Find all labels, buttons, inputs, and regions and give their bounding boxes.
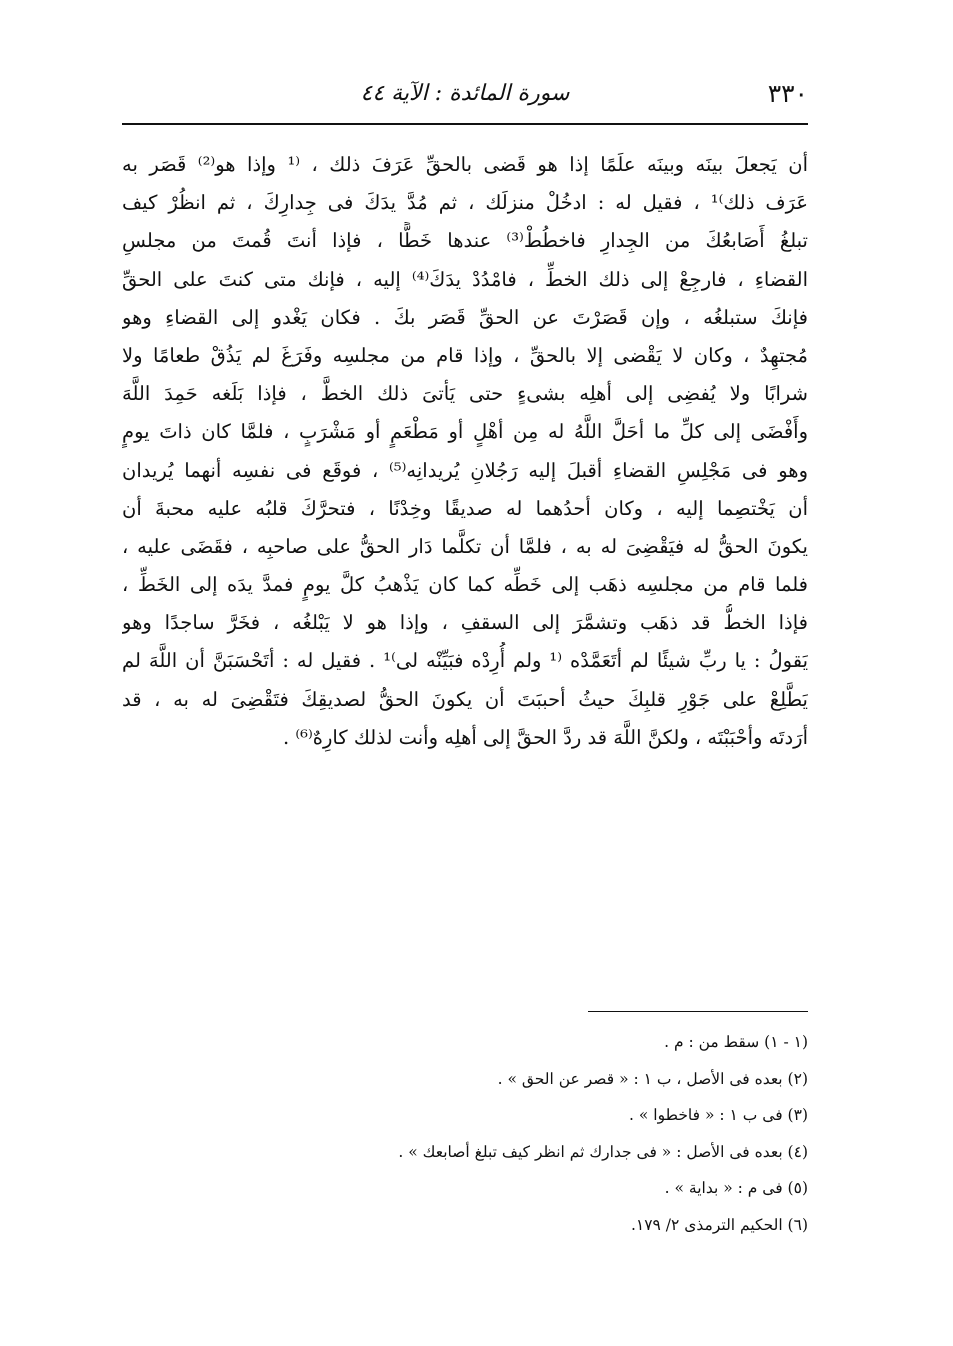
text-line: عَرَف ذلك⁾¹ ، فقيل له : ادخُلْ منزلَك ، ثم مُدَّ يدَكَ فى جِدارِكَ ، ثم انظُرْ كيف — [122, 191, 808, 215]
header-rule — [122, 123, 808, 125]
text-line: تبلغُ أَصَابعُكَ من الجِدارِ فاخطُطْ⁽³⁾ عندها خَطًّا ، فإذا أنتَ قُمتَ من مجلسِ — [122, 229, 808, 253]
text-line: أن يَخْتصِما إليه ، وكان أحدُهما له صديقًا وخِدْنًا ، فتحرَّكَ قلبُه عليه محبةَ أن — [122, 496, 808, 520]
text-line: شرابًا ولا يُفضِى إلى أهلِه بشىءٍ حتى يَأتىَ ذلك الخطَّ ، فإذا بَلَغه حَمِدَ اللَّهَ — [122, 382, 808, 406]
text-line: القضاءِ ، فارجِعْ إلى ذلك الخطِّ ، فامْدُدْ يدَكَ⁽⁴⁾ إليه ، فإنك متى كنتَ على الحقِّ — [122, 267, 808, 291]
main-text — [122, 146, 808, 757]
footnote: (٤) بعده فى الأصل : « فى جدارك ثم انظر كيف تبلغ أصابعك » . — [398, 1142, 808, 1161]
text-line: وهو فى مَجْلِسِ القضاءِ أقبلَ إليه رَجُلانِ يُريدانِه⁽⁵⁾ ، فوقَع فى نفسِه أنهما يُريدان — [122, 458, 808, 482]
text-line: فإذا الخطُّ قد ذهَب وتشمَّرَ إلى السقفِ ، وإذا هو لا يَبْلغُه ، فخَرَّ ساجدًا وهو — [122, 611, 808, 635]
text-line: يَطَّلِعْ على جَوْرِ قلبِكَ حيثُ أحببَتَ أن يكونَ الحقُّ لصديقِكَ فتَقْضِىَ له به ، قد — [122, 687, 808, 711]
text-line: يكونَ الحقُّ له فيَقْضِىَ له به ، فلمَّا أن تكلَّما دَار الحقُّ على صاحبِه ، فقَضَى عليه ، — [122, 534, 808, 558]
text-line: فإنكَ ستبلغُه ، وإن قَصَرْتَ عن الحقِّ قَصَر بكَ . فكان يَغْدو إلى القضاءِ وهو — [122, 305, 808, 329]
page-number: ٣٣٠ — [767, 79, 808, 108]
text-line: أن يَجعلَ بينَه وبينَه علَمًا إذا هو قَضى بالحقِّ عَرَفَ ذلك ، ⁽¹ وإذا هو⁽²⁾ قَصَر به — [122, 153, 808, 176]
running-title: سورة المائدة : الآية ٤٤ — [360, 81, 570, 106]
text-line: أرَدتَه وأحْبَبْتَه ، ولكنَّ اللَّهَ قد ردَّ الحقَّ إلى أهلِه وأنت لذلك كارِهٌ⁽⁶⁾ . — [282, 725, 808, 749]
text-line: فلما قام من مجلسِه ذهَب إلى خَطِّه كما كان يَذْهبُ كلَّ يومٍ فمدَّ يدَه إلى الخَطِّ ، — [122, 573, 808, 597]
footnotes — [208, 1024, 808, 1243]
footnote: (١ - ١) سقط من : م . — [664, 1033, 808, 1051]
footnote: (٣) فى ب ١ : « فاخطوا » . — [629, 1106, 808, 1124]
footnote: (٥) فى م : « بداية » . — [664, 1179, 808, 1197]
footnote: (٢) بعده فى الأصل ، ب ١ : « قصر عن الحق » . — [497, 1069, 808, 1088]
text-line: مُجتهِدٌ ، وكان لا يَقْضى إلا بالحقِّ ، وإذا قام من مجلسِه وفَرَغَ لم يَذُقْ طعامًا ولا — [122, 343, 808, 367]
text-line: يَقولُ : يا ربِّ شيئًا لم أتَعَمَّدْه ⁽¹ ولم أُرِدْه فبَيِّنْه لى⁾¹ . فقيل له : أتَحْسَبَنَّ أن اللَّهَ لم — [122, 649, 808, 673]
page-header — [122, 78, 808, 118]
text-line: وأَفْضَى إلى كلِّ ما أحَلَّ اللَّهُ له مِن أهْلٍ أو مَطْعَمٍ أو مَشْرَبٍ ، فلمَّا كان ذاتَ يومٍ — [122, 420, 808, 444]
footnote: (٦) الحكيم الترمذى ٢/ ١٧٩. — [630, 1215, 808, 1234]
footnote-rule — [588, 1011, 808, 1012]
